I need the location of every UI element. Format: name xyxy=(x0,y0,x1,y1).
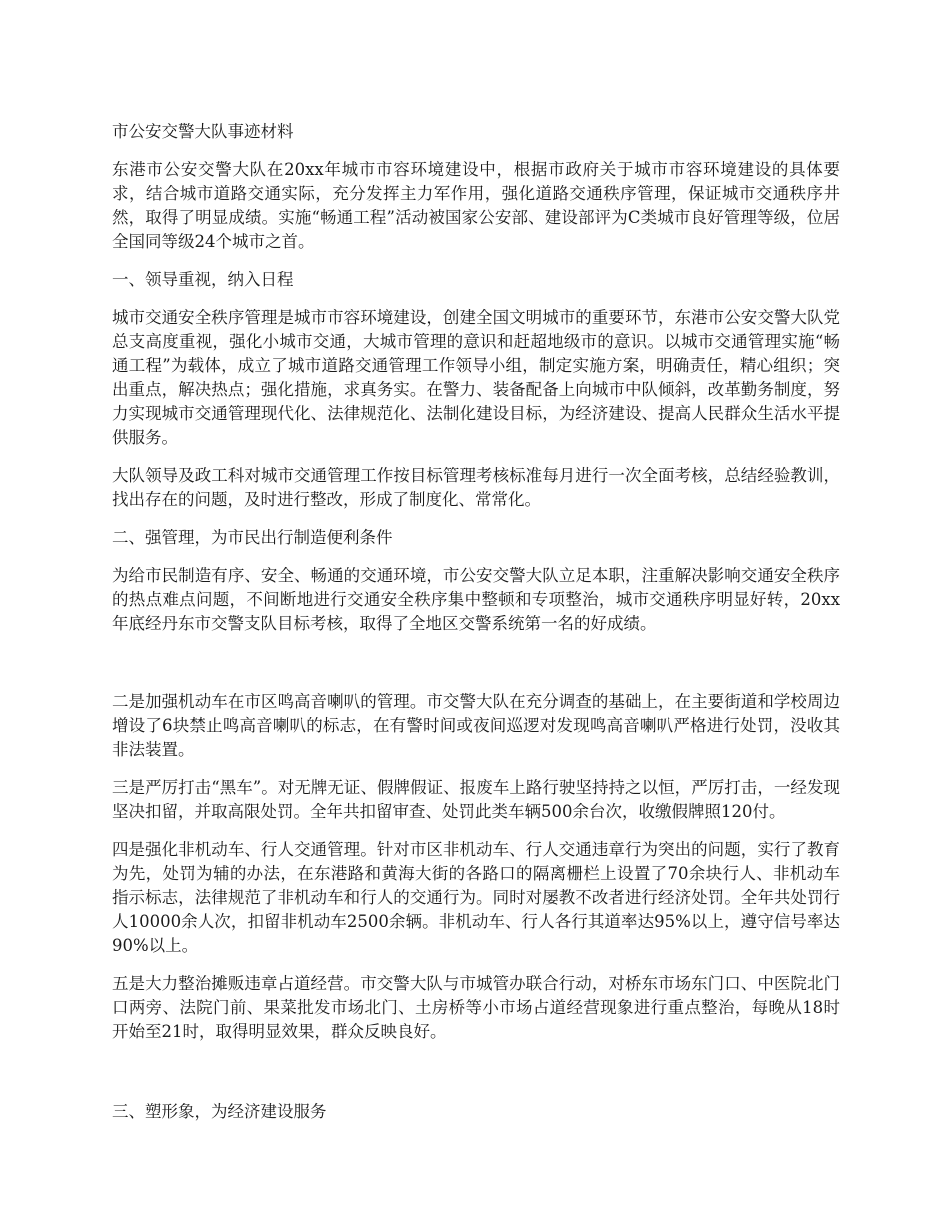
section-heading-1: 一、领导重视，纳入日程 xyxy=(112,270,294,289)
body-paragraph: 五是大力整治摊贩违章占道经营。市交警大队与市城管办联合行动，对桥东市场东门口、中医院北门口两旁、法院门前、果菜批发市场北门、土房桥等小市场占道经营现象进行重点整治，每晚从18时开始至21时，取得明显效果，群众反映良好。 xyxy=(112,974,840,1041)
body-paragraph: 四是强化非机动车、行人交通管理。针对市区非机动车、行人交通违章行为突出的问题，实行了教育为先，处罚为辅的办法，在东港路和黄海大街的各路口的隔离栅栏上设置了70余块行人、非机动车指示标志，法律规范了非机动车和行人的交通行为。同时对屡教不改者进行经济处罚。全年共处罚行人10000余人次，扣留非机动车2500余辆。非机动车、行人各行其道率达95%以上，遵守信号率达90%以上。 xyxy=(112,840,840,955)
document-title: 市公安交警大队事迹材料 xyxy=(112,122,294,141)
body-paragraph: 三是严厉打击“黑车”。对无牌无证、假牌假证、报废车上路行驶坚持持之以恒，严厉打击，一经发现坚决扣留，并取高限处罚。全年共扣留审查、处罚此类车辆500余台次，收缴假牌照120付。 xyxy=(112,778,840,821)
section-heading-2: 二、强管理，为市民出行制造便利条件 xyxy=(112,528,393,547)
body-paragraph: 为给市民制造有序、安全、畅通的交通环境，市公安交警大队立足本职，注重解决影响交通安全秩序的热点难点问题，不间断地进行交通安全秩序集中整顿和专项整治，城市交通秩序明显好转，20xx年底经丹东市交警支队目标考核，取得了全地区交警系统第一名的好成绩。 xyxy=(112,566,840,633)
body-paragraph: 城市交通安全秩序管理是城市市容环境建设，创建全国文明城市的重要环节，东港市公安交警大队党总支高度重视，强化小城市交通，大城市管理的意识和赶超地级市的意识。以城市交通管理实施“畅通工程”为载体，成立了城市道路交通管理工作领导小组，制定实施方案，明确责任，精心组织；突出重点，解决热点；强化措施，求真务实。在警力、装备配备上向城市中队倾斜，改革勤务制度，努力实现城市交通管理现代化、法律规范化、法制化建设目标，为经济建设、提高人民群众生活水平提供服务。 xyxy=(112,308,840,447)
section-heading-3: 三、塑形象，为经济建设服务 xyxy=(112,1102,327,1121)
body-paragraph: 大队领导及政工科对城市交通管理工作按目标管理考核标准每月进行一次全面考核，总结经验教训，找出存在的问题，及时进行整改，形成了制度化、常常化。 xyxy=(112,466,840,509)
intro-paragraph: 东港市公安交警大队在20xx年城市市容环境建设中，根据市政府关于城市市容环境建设的具体要求，结合城市道路交通实际，充分发挥主力军作用，强化道路交通秩序管理，保证城市交通秩序井然，取得了明显成绩。实施“畅通工程”活动被国家公安部、建设部评为C类城市良好管理等级，位居全国同等级24个城市之首。 xyxy=(112,160,840,251)
document-page xyxy=(112,120,840,1124)
body-paragraph: 二是加强机动车在市区鸣高音喇叭的管理。市交警大队在充分调查的基础上，在主要街道和学校周边增设了6块禁止鸣高音喇叭的标志，在有警时间或夜间巡逻对发现鸣高音喇叭严格进行处罚，没收其非法装置。 xyxy=(112,692,840,759)
